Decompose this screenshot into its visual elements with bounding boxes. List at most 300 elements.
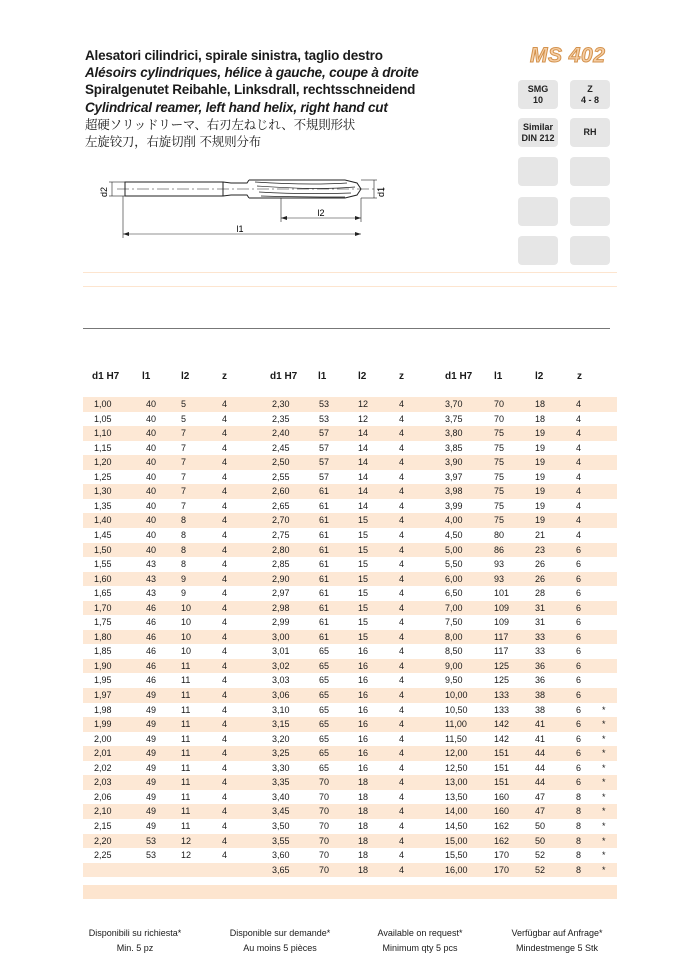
table-cell: 14 xyxy=(358,428,369,439)
table-cell: 18 xyxy=(358,850,369,861)
table-cell: 14,00 xyxy=(445,806,468,817)
divider xyxy=(83,286,617,287)
table-cell: 3,03 xyxy=(272,675,290,686)
table-cell: 44 xyxy=(535,748,546,759)
table-row xyxy=(83,732,617,747)
table-cell: 3,02 xyxy=(272,660,290,671)
table-cell: 125 xyxy=(494,660,510,671)
table-cell: 4 xyxy=(399,791,405,802)
table-cell: 4 xyxy=(576,428,582,439)
table-cell: 16,00 xyxy=(445,864,468,875)
table-cell: 3,65 xyxy=(272,864,290,875)
table-cell: 3,15 xyxy=(272,719,290,730)
table-cell: 18 xyxy=(358,806,369,817)
table-cell: 142 xyxy=(494,733,510,744)
table-cell: 160 xyxy=(494,806,510,817)
table-cell: 4 xyxy=(222,806,228,817)
table-cell: 49 xyxy=(146,748,157,759)
table-cell: 49 xyxy=(146,791,157,802)
availability-mark: * xyxy=(602,777,606,788)
table-cell: 16 xyxy=(358,675,369,686)
table-cell: 11 xyxy=(181,719,191,730)
table-cell: 16 xyxy=(358,690,369,700)
table-cell: 2,35 xyxy=(272,413,290,424)
table-cell: 7 xyxy=(181,428,187,439)
table-cell: 4 xyxy=(222,660,228,671)
table-cell: 4 xyxy=(222,850,228,861)
table-cell: 49 xyxy=(146,806,157,817)
table-cell: 4 xyxy=(399,820,405,831)
table-row xyxy=(83,601,617,616)
table-row xyxy=(83,441,617,456)
table-cell: 16 xyxy=(358,733,369,744)
table-cell: 4 xyxy=(399,529,405,540)
table-cell: 9 xyxy=(181,588,187,599)
table-cell: 4,50 xyxy=(445,529,463,540)
table-cell: 1,35 xyxy=(94,500,112,511)
table-cell: 8 xyxy=(181,515,187,526)
table-cell: 4 xyxy=(222,719,228,730)
neck-top xyxy=(223,180,249,183)
table-cell: 4 xyxy=(399,733,405,744)
table-cell: 4 xyxy=(222,573,228,584)
table-cell: 26 xyxy=(535,559,546,570)
table-cell: 4,00 xyxy=(445,515,463,526)
table-cell: 18 xyxy=(535,399,546,409)
availability-mark: * xyxy=(602,719,606,730)
table-cell: 8 xyxy=(181,559,187,570)
title-block xyxy=(85,47,505,150)
table-cell: 3,75 xyxy=(445,413,463,424)
table-cell: 65 xyxy=(319,762,330,773)
table-cell: 4 xyxy=(222,820,228,831)
table-cell: 6 xyxy=(576,704,582,715)
table-cell: 2,97 xyxy=(272,588,290,599)
table-cell: 15,50 xyxy=(445,850,468,861)
table-cell: 4 xyxy=(222,791,228,802)
z-value: 4 - 8 xyxy=(580,94,599,105)
table-cell: 11,50 xyxy=(445,733,467,744)
availability-mark: * xyxy=(602,791,606,802)
table-cell: 19 xyxy=(535,515,546,526)
table-cell: 142 xyxy=(494,719,510,730)
table-cell: 5 xyxy=(181,399,187,409)
table-cell: 16 xyxy=(358,646,369,657)
table-cell: 3,60 xyxy=(272,850,290,861)
table-cell: 61 xyxy=(319,515,330,526)
table-cell: 8 xyxy=(576,835,582,846)
table-cell: 2,10 xyxy=(94,806,112,817)
table-cell: 8 xyxy=(181,529,187,540)
table-row xyxy=(83,659,617,674)
table-cell: 4 xyxy=(222,399,228,409)
divider xyxy=(83,272,617,273)
table-cell: 4 xyxy=(222,529,228,540)
footer-french-line2: Au moins 5 pièces xyxy=(243,943,317,953)
header-z-g3: z xyxy=(577,371,582,382)
table-cell: 3,01 xyxy=(272,646,290,657)
table-cell: 80 xyxy=(494,529,505,540)
table-cell: 49 xyxy=(146,733,157,744)
availability-mark: * xyxy=(602,806,606,817)
table-cell: 4 xyxy=(576,529,582,540)
table-cell: 2,40 xyxy=(272,428,290,439)
table-cell: 4 xyxy=(222,471,228,482)
table-cell: 15 xyxy=(358,544,369,555)
table-cell: 1,97 xyxy=(94,690,112,700)
table-cell: 65 xyxy=(319,660,330,671)
flute-grooves xyxy=(255,182,355,197)
table-cell: 46 xyxy=(146,617,157,628)
table-cell: 11 xyxy=(181,777,191,788)
table-cell: 11 xyxy=(181,733,191,744)
table-cell: 18 xyxy=(358,777,369,788)
table-cell: 47 xyxy=(535,791,546,802)
table-cell: 70 xyxy=(319,864,330,875)
table-cell: 10 xyxy=(181,602,192,613)
table-cell: 4 xyxy=(399,457,405,468)
table-row xyxy=(83,644,617,659)
table-cell: 61 xyxy=(319,617,330,628)
table-cell: 44 xyxy=(535,777,546,788)
table-cell: 4 xyxy=(576,500,582,511)
table-row xyxy=(83,673,617,688)
table-cell: 6 xyxy=(576,573,582,584)
table-cell: 4 xyxy=(222,631,228,642)
table-row xyxy=(83,790,617,805)
d2-label: d2 xyxy=(99,186,109,198)
table-cell: 14 xyxy=(358,486,369,497)
table-cell: 101 xyxy=(494,588,510,599)
title-french: Alésoirs cylindriques, hélice à gauche, coupe à droite xyxy=(85,65,419,81)
table-cell: 4 xyxy=(222,704,228,715)
table-cell: 6 xyxy=(576,675,582,686)
table-row xyxy=(83,557,617,572)
table-cell: 47 xyxy=(535,806,546,817)
header-d1-g3: d1 H7 xyxy=(445,371,473,382)
table-cell: 2,06 xyxy=(94,791,112,802)
table-cell: 53 xyxy=(319,413,330,424)
table-cell: 11 xyxy=(181,660,191,671)
table-cell: 4 xyxy=(576,399,582,409)
table-cell: 11 xyxy=(181,690,191,700)
similar-box xyxy=(518,118,558,147)
table-cell: 65 xyxy=(319,748,330,759)
table-cell: 14,50 xyxy=(445,820,468,831)
table-cell: 61 xyxy=(319,559,330,570)
table-cell: 75 xyxy=(494,442,505,453)
table-cell: 49 xyxy=(146,762,157,773)
table-cell: 4 xyxy=(222,602,228,613)
table-row xyxy=(83,397,617,412)
table-row xyxy=(83,499,617,514)
table-cell: 4 xyxy=(222,675,228,686)
table-cell: 7 xyxy=(181,486,187,497)
table-cell: 125 xyxy=(494,675,510,686)
header-d1-g2: d1 H7 xyxy=(270,371,298,382)
table-cell: 15 xyxy=(358,573,369,584)
table-cell: 4 xyxy=(399,588,405,599)
table-cell: 43 xyxy=(146,573,157,584)
table-cell: 9,00 xyxy=(445,660,463,671)
table-cell: 70 xyxy=(319,777,330,788)
table-cell: 133 xyxy=(494,690,510,700)
table-cell: 1,00 xyxy=(94,399,112,409)
table-cell: 4 xyxy=(222,646,228,657)
table-cell: 1,85 xyxy=(94,646,112,657)
table-row xyxy=(83,746,617,761)
table-cell: 38 xyxy=(535,690,546,700)
footer-italian-line2: Min. 5 pz xyxy=(116,943,154,953)
table-cell: 15 xyxy=(358,617,369,628)
table-cell: 12,00 xyxy=(445,748,468,759)
smg-label: SMG xyxy=(527,83,549,94)
table-cell: 4 xyxy=(399,617,405,628)
reamer-drawing xyxy=(95,170,395,240)
table-cell: 117 xyxy=(494,646,509,657)
table-cell: 12 xyxy=(181,850,192,861)
table-cell: 12,50 xyxy=(445,762,468,773)
table-row xyxy=(83,717,617,732)
table-cell: 86 xyxy=(494,544,505,555)
table-cell: 2,70 xyxy=(272,515,290,526)
table-cell: 8 xyxy=(576,850,582,861)
table-cell: 6 xyxy=(576,631,582,642)
table-cell: 4 xyxy=(222,762,228,773)
title-german: Spiralgenutet Reibahle, Linksdrall, rechtsschneidend xyxy=(85,82,416,98)
table-cell: 12 xyxy=(181,835,192,846)
table-cell: 4 xyxy=(399,442,405,453)
table-cell: 4 xyxy=(399,835,405,846)
table-cell: 1,99 xyxy=(94,719,112,730)
table-cell: 4 xyxy=(399,690,405,700)
footer-italian-line1: Disponibili su richiesta* xyxy=(88,928,182,938)
table-cell: 13,00 xyxy=(445,777,468,788)
table-row xyxy=(83,543,617,558)
table-cell: 4 xyxy=(399,646,405,657)
table-cell: 7,00 xyxy=(445,602,463,613)
table-cell: 15 xyxy=(358,588,369,599)
table-cell: 6 xyxy=(576,690,582,700)
table-cell: 3,50 xyxy=(272,820,290,831)
empty-box xyxy=(570,197,610,226)
table-cell: 133 xyxy=(494,704,510,715)
table-cell: 10 xyxy=(181,646,192,657)
empty-box xyxy=(518,236,558,265)
table-cell: 61 xyxy=(319,486,330,497)
table-cell: 18 xyxy=(358,820,369,831)
table-cell: 1,30 xyxy=(94,486,112,497)
table-row xyxy=(83,761,617,776)
table-cell: 11,00 xyxy=(445,719,467,730)
table-cell: 49 xyxy=(146,777,157,788)
table-cell: 4 xyxy=(576,442,582,453)
table-cell: 75 xyxy=(494,515,505,526)
table-cell: 8,00 xyxy=(445,631,463,642)
table-cell: 4 xyxy=(576,471,582,482)
table-cell: 61 xyxy=(319,573,330,584)
table-cell: 57 xyxy=(319,442,330,453)
table-cell: 53 xyxy=(146,835,157,846)
table-cell: 3,99 xyxy=(445,500,463,511)
footer-italian xyxy=(80,926,190,956)
table-cell: 4 xyxy=(222,588,228,599)
table-row xyxy=(83,863,617,878)
table-cell: 40 xyxy=(146,486,157,497)
table-cell: 2,00 xyxy=(94,733,112,744)
table-cell: 6 xyxy=(576,748,582,759)
table-cell: 65 xyxy=(319,733,330,744)
table-cell: 70 xyxy=(494,399,505,409)
table-row xyxy=(83,630,617,645)
table-cell: 4 xyxy=(576,413,582,424)
table-cell: 2,85 xyxy=(272,559,290,570)
table-cell: 3,97 xyxy=(445,471,463,482)
table-cell: 7 xyxy=(181,500,187,511)
l2-label: l2 xyxy=(317,208,325,218)
table-cell: 3,30 xyxy=(272,762,290,773)
table-cell: 4 xyxy=(222,617,228,628)
table-cell: 19 xyxy=(535,457,546,468)
table-cell: 2,01 xyxy=(94,748,112,759)
table-cell: 21 xyxy=(535,529,546,540)
availability-mark: * xyxy=(602,850,606,861)
table-cell: 65 xyxy=(319,690,330,700)
z-box xyxy=(570,80,610,109)
empty-box xyxy=(518,197,558,226)
table-cell: 15 xyxy=(358,559,369,570)
rh-label: RH xyxy=(583,127,597,137)
table-cell: 1,15 xyxy=(94,442,112,453)
table-cell: 40 xyxy=(146,442,157,453)
table-cell: 4 xyxy=(222,428,228,439)
table-cell: 70 xyxy=(319,835,330,846)
table-cell: 65 xyxy=(319,719,330,730)
table-cell: 2,80 xyxy=(272,544,290,555)
table-cell: 53 xyxy=(146,850,157,861)
table-cell: 4 xyxy=(399,413,405,424)
table-cell: 41 xyxy=(535,733,546,744)
table-cell: 4 xyxy=(222,690,228,700)
product-code: MS 402 xyxy=(530,44,606,67)
table-cell: 11 xyxy=(181,820,191,831)
table-cell: 2,90 xyxy=(272,573,290,584)
table-cell: 2,02 xyxy=(94,762,112,773)
table-cell: 162 xyxy=(494,835,510,846)
table-cell: 19 xyxy=(535,442,546,453)
table-cell: 151 xyxy=(494,748,510,759)
table-cell: 15 xyxy=(358,602,369,613)
table-cell: 18 xyxy=(358,791,369,802)
footer-german-line2: Mindestmenge 5 Stk xyxy=(515,943,599,953)
availability-mark: * xyxy=(602,733,606,744)
table-cell: 8 xyxy=(576,791,582,802)
table-cell: 40 xyxy=(146,544,157,555)
table-cell: 11 xyxy=(181,762,191,773)
table-cell: 10,00 xyxy=(445,690,468,700)
table-cell: 1,20 xyxy=(94,457,112,468)
table-cell: 70 xyxy=(319,806,330,817)
table-cell: 15 xyxy=(358,631,369,642)
table-cell: 9,50 xyxy=(445,675,463,686)
table-cell: 4 xyxy=(399,399,405,409)
table-cell: 65 xyxy=(319,704,330,715)
table-cell: 65 xyxy=(319,646,330,657)
table-cell: 2,75 xyxy=(272,529,290,540)
table-cell: 49 xyxy=(146,719,157,730)
table-cell: 16 xyxy=(358,719,369,730)
rh-box xyxy=(570,118,610,147)
table-cell: 19 xyxy=(535,500,546,511)
table-cell: 33 xyxy=(535,646,546,657)
table-cell: 75 xyxy=(494,457,505,468)
table-cell: 16 xyxy=(358,660,369,671)
table-cell: 61 xyxy=(319,500,330,511)
table-cell: 53 xyxy=(319,399,330,409)
table-cell: 40 xyxy=(146,515,157,526)
table-cell: 4 xyxy=(399,486,405,497)
availability-mark: * xyxy=(602,835,606,846)
table-cell: 6 xyxy=(576,719,582,730)
table-row xyxy=(83,819,617,834)
table-cell: 40 xyxy=(146,529,157,540)
table-cell: 3,70 xyxy=(445,399,463,409)
table-cell: 3,25 xyxy=(272,748,290,759)
title-english: Cylindrical reamer, left hand helix, right hand cut xyxy=(85,99,388,115)
table-cell: 6 xyxy=(576,733,582,744)
table-cell: 70 xyxy=(319,820,330,831)
table-cell: 170 xyxy=(494,850,510,861)
table-cell: 8 xyxy=(181,544,187,555)
table-row xyxy=(83,528,617,543)
table-cell: 109 xyxy=(494,602,510,613)
table-row xyxy=(83,775,617,790)
table-cell: 1,90 xyxy=(94,660,112,671)
table-cell: 10 xyxy=(181,617,192,628)
table-cell: 1,75 xyxy=(94,617,112,628)
table-cell: 2,20 xyxy=(94,835,112,846)
footer-french xyxy=(218,926,342,956)
table-cell: 8 xyxy=(576,820,582,831)
table-cell: 4 xyxy=(399,762,405,773)
table-cell: 75 xyxy=(494,428,505,439)
table-row xyxy=(83,615,617,630)
table-cell: 31 xyxy=(535,602,546,613)
table-row xyxy=(83,804,617,819)
table-cell: 3,00 xyxy=(272,631,290,642)
table-cell: 2,55 xyxy=(272,471,290,482)
table-cell: 52 xyxy=(535,850,546,861)
table-cell: 44 xyxy=(535,762,546,773)
table-cell: 15,00 xyxy=(445,835,468,846)
table-cell: 4 xyxy=(399,748,405,759)
table-cell: 7,50 xyxy=(445,617,463,628)
header-d1-g1: d1 H7 xyxy=(92,371,120,382)
table-cell: 14 xyxy=(358,471,369,482)
table-cell: 19 xyxy=(535,486,546,497)
table-cell: 46 xyxy=(146,631,157,642)
table-cell: 2,98 xyxy=(272,602,290,613)
table-cell: 5,00 xyxy=(445,544,463,555)
table-cell: 49 xyxy=(146,690,157,700)
bottom-band xyxy=(83,885,617,899)
table-cell: 4 xyxy=(399,777,405,788)
table-cell: 4 xyxy=(222,442,228,453)
table-cell: 46 xyxy=(146,646,157,657)
table-row xyxy=(83,484,617,499)
table-cell: 4 xyxy=(576,457,582,468)
table-cell: 11 xyxy=(181,748,191,759)
